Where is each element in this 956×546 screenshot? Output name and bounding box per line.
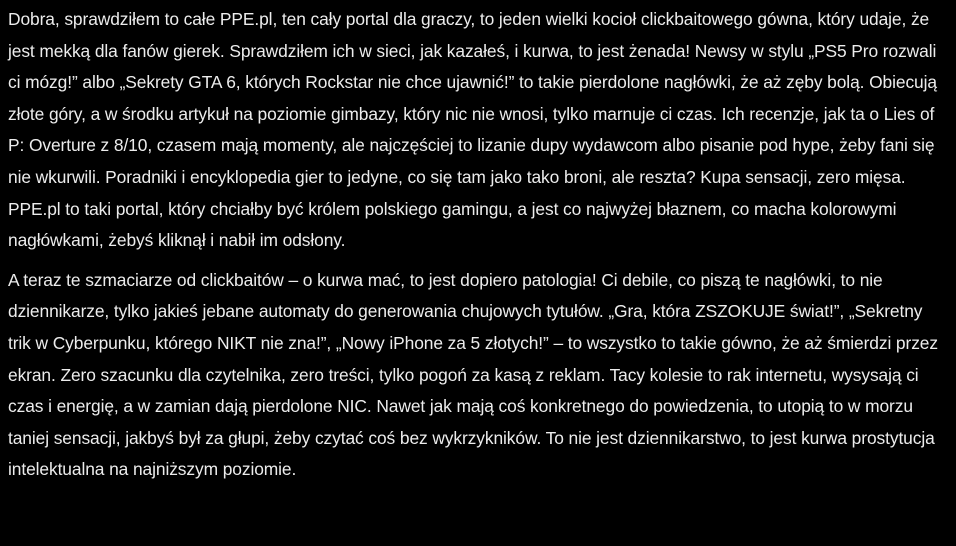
message-paragraph-1: Dobra, sprawdziłem to całe PPE.pl, ten cały portal dla graczy, to jeden wielki kocioł clickbaitowego gówna, który udaje, że jest mekką dla fanów gierek. Sprawdziłem ich w sieci, jak kazałeś, i kurwa, to jest żenada! Newsy w stylu „PS5 Pro rozwali ci mózg!” albo „Sekrety GTA 6, których Rockstar nie chce ujawnić!” to takie pierdolone nagłówki, że aż zęby bolą. Obiecują złote góry, a w środku artykuł na poziomie gimbazy, który nic nie wnosi, tylko marnuje ci czas. Ich recenzje, jak ta o Lies of P: Overture z 8/10, czasem mają momenty, ale najczęściej to lizanie dupy wydawcom albo pisanie pod hype, żeby fani się nie wkurwili. Poradniki i encyklopedia gier to jedyne, co się tam jako tako broni, ale reszta? Kupa sensacji, zero mięsa. PPE.pl to taki portal, który chciałby być królem polskiego gamingu, a jest co najwyżej błaznem, co macha kolorowymi nagłówkami, żebyś kliknął i nabił im odsłony. — [8, 9, 937, 251]
message-paragraph-2: A teraz te szmaciarze od clickbaitów – o kurwa mać, to jest dopiero patologia! Ci debile, co piszą te nagłówki, to nie dziennikarze, tylko jakieś jebane automaty do generowania chujowych tytułów. „Gra, która ZSZOKUJE świat!”, „Sekretny trik w Cyberpunku, którego NIKT nie zna!”, „Nowy iPhone za 5 złotych!” – to wszystko to takie gówno, że aż śmierdzi przez ekran. Zero szacunku dla czytelnika, zero treści, tylko pogoń za kasą z reklam. Tacy kolesie to rak internetu, wysysają ci czas i energię, a w zamian dają pierdolone NIC. Nawet jak mają coś konkretnego do powiedzenia, to utopią to w morzu taniej sensacji, jakbyś był za głupi, żeby czytać coś bez wykrzykników. To nie jest dziennikarstwo, to jest kurwa prostytucja intelektualna na najniższym poziomie. — [8, 269, 938, 480]
